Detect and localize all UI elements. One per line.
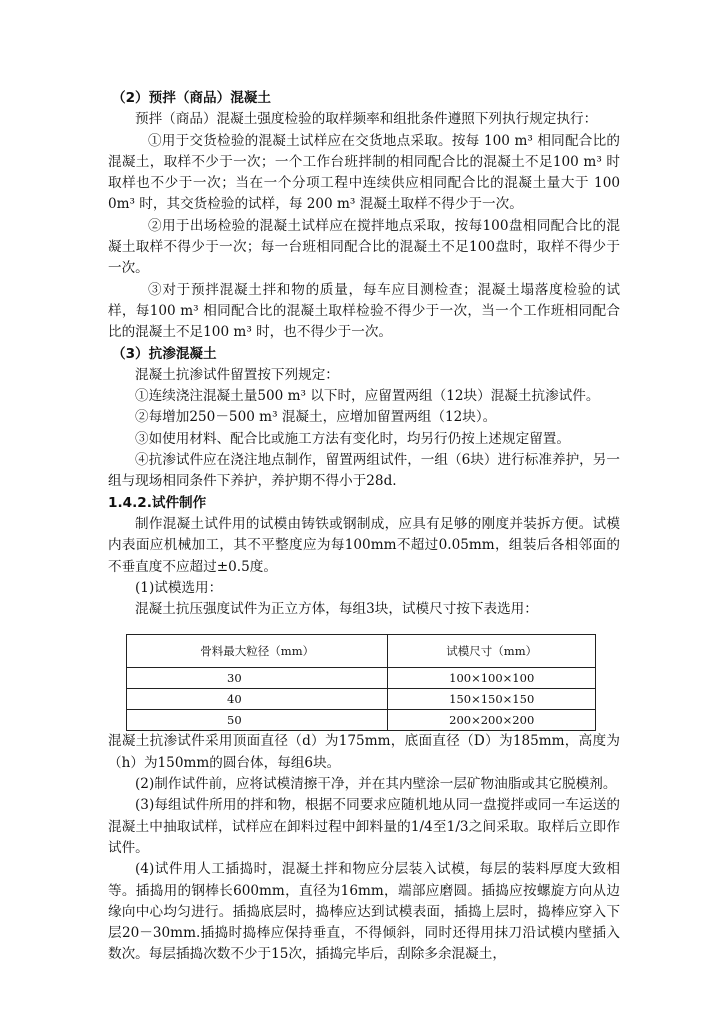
list-item: ②用于出场检验的混凝土试样应在搅拌地点采取，按每100盘相同配合比的混凝土取样不得少于一次；每一台班相同配合比的混凝土不足100盘时，取样不得少于一次。	[108, 217, 620, 277]
list-item: ③如使用材料、配合比或施工方法有变化时，均另行仍按上述规定留置。	[135, 430, 570, 447]
table-cell: 30	[127, 668, 388, 689]
section-heading-impermeable: （3）抗渗混凝土	[112, 345, 217, 362]
paragraph: 预拌（商品）混凝土强度检验的取样频率和组批条件遵照下列执行规定执行：	[135, 111, 598, 128]
subheading: (1)试模选用：	[135, 579, 223, 596]
table-row	[127, 689, 596, 710]
list-item: ①连续浇注混凝土量500 m³ 以下时，应留置两组（12块）混凝土抗渗试件。	[135, 388, 600, 405]
list-item: ①用于交货检验的混凝土试样应在交货地点采取。按每 100 m³ 相同配合比的混凝土，取样不少于一次；一个工作台班拌制的相同配合比的混凝土不足100 m³ 时取样也不少于一次；当在一个分项工程中连续供应相同配合比的混凝土量大于 100 0m³ 时，其交货检验的试样，每 200 m³ 混凝土取样不得少于一次。	[108, 132, 620, 213]
list-item: ③对于预拌混凝土拌和物的质量，每车应目测检查；混凝土塌落度检验的试样，每100 m³ 相同配合比的混凝土取样检验不得少于一次，当一个工作班相同配合比的混凝土不足100 m³ 时，也不得少于一次。	[108, 281, 620, 341]
section-heading-specimen: 1.4.2.试件制作	[108, 494, 207, 511]
table-cell: 150×150×150	[388, 689, 596, 710]
table-header: 试模尺寸（mm）	[388, 635, 596, 668]
paragraph: 混凝土抗渗试件采用顶面直径（d）为175mm，底面直径（D）为185mm，高度为（h）为150mm的圆台体，每组6块。	[108, 733, 620, 771]
table-cell: 100×100×100	[388, 668, 596, 689]
table-header: 骨料最大粒径（mm）	[127, 635, 388, 668]
table-cell: 40	[127, 689, 388, 710]
section-heading-ready-mix: （2）预拌（商品）混凝土	[112, 90, 271, 106]
table-row	[127, 710, 596, 731]
mold-size-table	[126, 634, 596, 731]
paragraph: 制作混凝土试件用的试模由铸铁或钢制成，应具有足够的刚度并装拆方便。试模内表面应机械加工，其不平整度应为每100mm不超过0.05mm，组装后各相邻面的不垂直度不应超过±0.5度。	[108, 515, 620, 575]
paragraph: 混凝土抗压强度试件为正立方体，每组3块，试模尺寸按下表选用：	[135, 601, 538, 618]
list-item: ④抗渗试件应在浇注地点制作，留置两组试件，一组（6块）进行标准养护，另一组与现场相同条件下养护，养护期不得小于28d.	[108, 452, 620, 490]
table-header-row	[127, 635, 596, 668]
list-item: ②每增加250－500 m³ 混凝土，应增加留置两组（12块）。	[135, 409, 497, 426]
document-page	[108, 88, 620, 966]
paragraph: 混凝土抗渗试件留置按下列规定：	[135, 366, 339, 383]
table-row	[127, 668, 596, 689]
paragraph: (3)每组试件所用的拌和物，根据不同要求应随机地从同一盘搅拌或同一车运送的混凝土中抽取试样，试样应在卸料过程中卸料量的1/4至1/3之间采取。取样后立即作试件。	[108, 797, 620, 856]
paragraph: (4)试件用人工插捣时，混凝土拌和物应分层装入试模，每层的装料厚度大致相等。插捣用的钢棒长600mm，直径为16mm，端部应磨圆。插捣应按螺旋方向从边缘向中心均匀进行。插捣底层时，捣棒应达到试模表面，插捣上层时，捣棒应穿入下层20－30mm.插捣时捣棒应保持垂直，不得倾斜，同时还得用抹刀沿试模内壁插入数次。每层插捣次数不少于15次，插捣完毕后，刮除多余混凝土，	[108, 861, 620, 963]
table-cell: 50	[127, 710, 388, 731]
paragraph: (2)制作试件前，应将试模清擦干净，并在其内壁涂一层矿物油脂或其它脱模剂。	[135, 776, 617, 793]
table-cell: 200×200×200	[388, 710, 596, 731]
